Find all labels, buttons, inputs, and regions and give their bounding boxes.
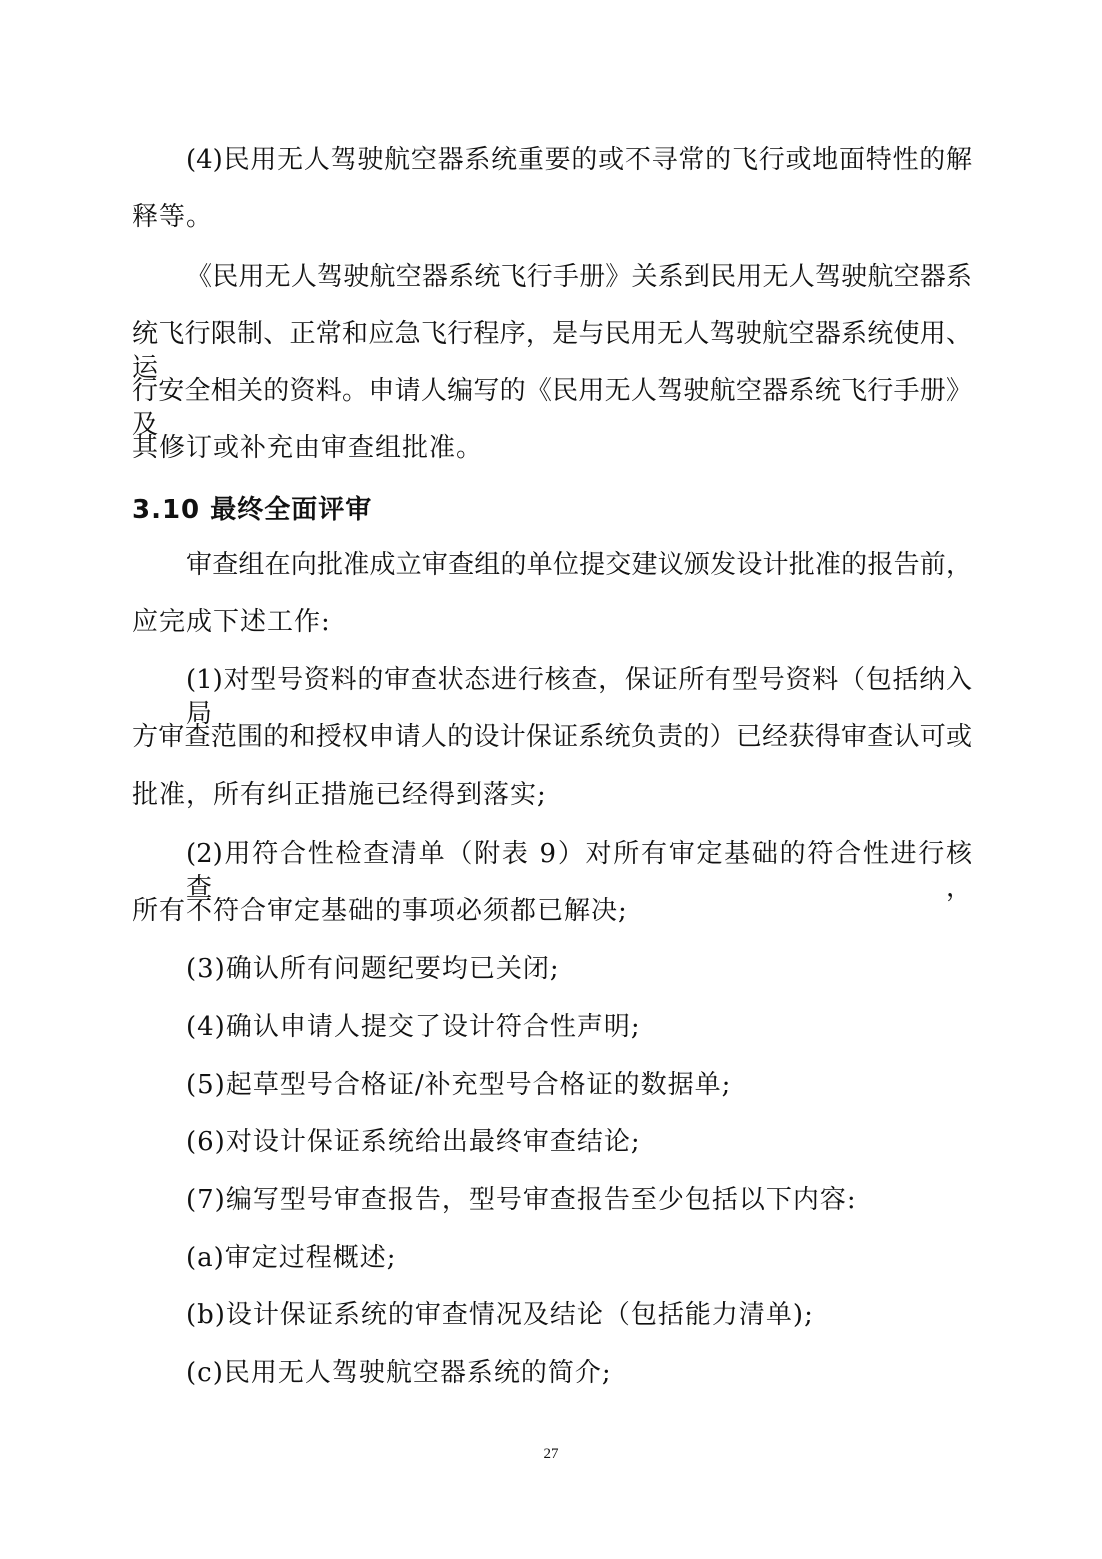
list-item: (3)确认所有问题纪要均已关闭; bbox=[186, 954, 560, 984]
paragraph-line: (1)对型号资料的审查状态进行核查，保证所有型号资料（包括纳入局 bbox=[186, 665, 972, 729]
list-item: (5)起草型号合格证/补充型号合格证的数据单; bbox=[186, 1070, 732, 1100]
paragraph-line: 行安全相关的资料。申请人编写的《民用无人驾驶航空器系统飞行手册》及 bbox=[132, 376, 972, 440]
list-item: (b)设计保证系统的审查情况及结论（包括能力清单); bbox=[186, 1300, 814, 1330]
list-item: (a)审定过程概述; bbox=[186, 1243, 397, 1273]
paragraph-line: (4)民用无人驾驶航空器系统重要的或不寻常的飞行或地面特性的解 bbox=[186, 145, 972, 175]
list-item: (7)编写型号审查报告，型号审查报告至少包括以下内容: bbox=[186, 1185, 857, 1215]
paragraph-line: 统飞行限制、正常和应急飞行程序，是与民用无人驾驶航空器系统使用、运 bbox=[132, 319, 972, 383]
paragraph-line: 其修订或补充由审查组批准。 bbox=[132, 433, 484, 463]
section-heading: 3.10 最终全面评审 bbox=[132, 495, 373, 525]
paragraph-line: 释等。 bbox=[132, 202, 214, 232]
paragraph-line: 批准，所有纠正措施已经得到落实; bbox=[132, 780, 547, 810]
list-item: (4)确认申请人提交了设计符合性声明; bbox=[186, 1012, 641, 1042]
paragraph-line: 《民用无人驾驶航空器系统飞行手册》关系到民用无人驾驶航空器系 bbox=[186, 262, 972, 292]
paragraph-line: 审查组在向批准成立审查组的单位提交建议颁发设计批准的报告前， bbox=[186, 550, 972, 580]
paragraph-line: 应完成下述工作: bbox=[132, 607, 331, 637]
list-item: (c)民用无人驾驶航空器系统的简介; bbox=[186, 1358, 612, 1388]
paragraph-line: 所有不符合审定基础的事项必须都已解决; bbox=[132, 896, 628, 926]
page-number: 27 bbox=[543, 1446, 559, 1462]
paragraph-line: (2)用符合性检查清单（附表 9）对所有审定基础的符合性进行核查， bbox=[186, 839, 972, 903]
paragraph-line: 方审查范围的和授权申请人的设计保证系统负责的）已经获得审查认可或 bbox=[132, 722, 972, 752]
list-item: (6)对设计保证系统给出最终审查结论; bbox=[186, 1127, 641, 1157]
